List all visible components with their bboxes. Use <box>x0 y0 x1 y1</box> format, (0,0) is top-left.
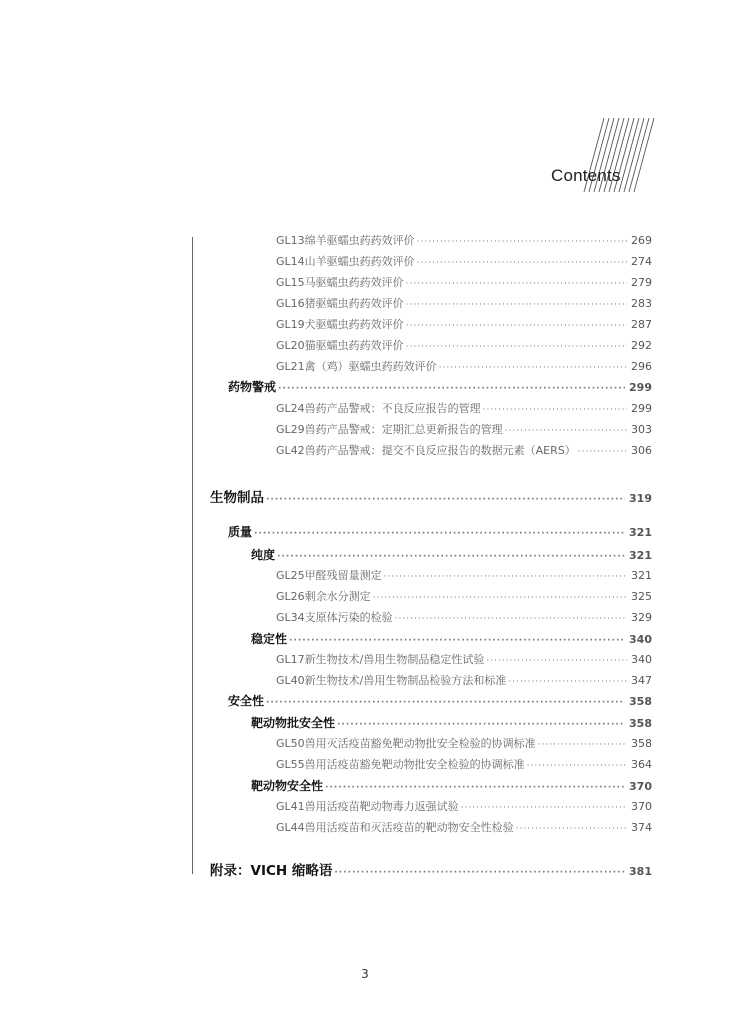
toc-entry-title: GL13绵羊驱蠕虫药药效评价 <box>276 234 415 247</box>
toc-entry[interactable] <box>276 337 652 353</box>
toc-entry-page: 279 <box>631 276 652 289</box>
toc-leader-dots <box>373 593 627 603</box>
toc-leader-dots <box>334 868 625 878</box>
toc-leader-dots <box>266 495 625 505</box>
toc-entry-page: 358 <box>629 695 652 708</box>
toc-entry[interactable] <box>276 274 652 290</box>
toc-leader-dots <box>516 824 627 834</box>
toc-entry-title: 靶动物批安全性 <box>251 716 336 730</box>
toc-entry-title: GL20猫驱蠕虫药药效评价 <box>276 339 404 352</box>
toc-entry[interactable] <box>276 253 652 269</box>
toc-entry-page: 274 <box>631 255 652 268</box>
toc-entry-page: 296 <box>631 360 652 373</box>
toc-entry-page: 374 <box>631 821 652 834</box>
toc-entry[interactable] <box>276 400 652 416</box>
toc-entry-page: 287 <box>631 318 652 331</box>
toc-entry-page: 364 <box>631 758 652 771</box>
toc-entry[interactable] <box>276 651 652 667</box>
toc-leader-dots <box>527 761 627 771</box>
toc-leader-dots <box>417 258 627 268</box>
toc-entry-page: 306 <box>631 444 652 457</box>
toc-leader-dots <box>278 384 625 394</box>
toc-entry-page: 321 <box>629 549 652 562</box>
toc-entry-title: GL26剩余水分测定 <box>276 590 371 603</box>
toc-entry[interactable] <box>251 546 652 563</box>
toc-entry-title: GL42兽药产品警戒：提交不良反应报告的数据元素（AERS） <box>276 444 576 457</box>
toc-leader-dots <box>325 783 625 793</box>
toc-entry-page: 340 <box>631 653 652 666</box>
toc-leader-dots <box>337 720 625 730</box>
toc-entry[interactable] <box>276 735 652 751</box>
toc-entry-title: GL24兽药产品警戒：不良反应报告的管理 <box>276 402 481 415</box>
toc-leader-dots <box>578 447 627 457</box>
toc-entry-title: 靶动物安全性 <box>251 779 324 793</box>
toc-entry[interactable] <box>276 756 652 772</box>
toc-entry[interactable] <box>276 672 652 688</box>
toc-entry-page: 299 <box>631 402 652 415</box>
toc-entry-title: GL21禽（鸡）驱蠕虫药药效评价 <box>276 360 437 373</box>
toc-entry-title: 生物制品 <box>210 490 264 506</box>
toc-entry-title: GL41兽用活疫苗靶动物毒力返强试验 <box>276 800 459 813</box>
toc-entry-title: GL25甲醛残留量测定 <box>276 569 382 582</box>
toc-entry-page: 329 <box>631 611 652 624</box>
toc-entry-page: 358 <box>629 717 652 730</box>
toc-entry[interactable] <box>228 378 652 395</box>
toc-leader-dots <box>406 279 627 289</box>
toc-leader-dots <box>406 321 627 331</box>
toc-entry-title: GL16猪驱蠕虫药药效评价 <box>276 297 404 310</box>
toc-leader-dots <box>395 614 627 624</box>
toc-entry-title: 药物警戒 <box>228 380 277 394</box>
toc-entry[interactable] <box>251 777 652 794</box>
toc-entry-page: 269 <box>631 234 652 247</box>
vertical-divider <box>192 237 193 874</box>
toc-entry[interactable] <box>276 588 652 604</box>
toc-entry[interactable] <box>276 358 652 374</box>
toc-leader-dots <box>483 405 627 415</box>
toc-entry-page: 319 <box>629 492 652 505</box>
toc-entry-title: GL50兽用灭活疫苗豁免靶动物批安全检验的协调标准 <box>276 737 536 750</box>
toc-leader-dots <box>384 572 627 582</box>
toc-entry[interactable] <box>276 316 652 332</box>
toc-entry-title: 稳定性 <box>251 632 288 646</box>
toc-leader-dots <box>406 300 627 310</box>
toc-leader-dots <box>277 552 625 562</box>
toc-leader-dots <box>538 740 627 750</box>
toc-entry-title: GL40新生物技术/兽用生物制品检验方法和标准 <box>276 674 507 687</box>
toc-entry-title: GL29兽药产品警戒：定期汇总更新报告的管理 <box>276 423 503 436</box>
toc-entry-title: 附录：VICH 缩略语 <box>210 863 333 879</box>
toc-leader-dots <box>289 636 625 646</box>
toc-entry[interactable] <box>276 567 652 583</box>
toc-entry[interactable] <box>276 442 652 458</box>
toc-entry[interactable] <box>228 692 652 709</box>
toc-entry[interactable] <box>276 295 652 311</box>
toc-leader-dots <box>505 426 627 436</box>
toc-entry-page: 381 <box>629 865 652 878</box>
toc-entry-title: 纯度 <box>251 548 276 562</box>
toc-leader-dots <box>461 803 627 813</box>
toc-leader-dots <box>254 529 625 539</box>
toc-entry-page: 303 <box>631 423 652 436</box>
toc-leader-dots <box>266 698 625 708</box>
page-number: 3 <box>361 967 369 981</box>
toc-entry[interactable] <box>251 714 652 731</box>
toc-entry[interactable] <box>276 819 652 835</box>
toc-entry-title: GL44兽用活疫苗和灭活疫苗的靶动物安全性检验 <box>276 821 514 834</box>
toc-entry-title: GL15马驱蠕虫药药效评价 <box>276 276 404 289</box>
toc-entry-title: 安全性 <box>228 694 265 708</box>
toc-leader-dots <box>486 656 627 666</box>
toc-entry-title: GL17新生物技术/兽用生物制品稳定性试验 <box>276 653 485 666</box>
toc-entry-page: 325 <box>631 590 652 603</box>
toc-entry-page: 299 <box>629 381 652 394</box>
toc-entry[interactable] <box>276 232 652 248</box>
page-title: Contents <box>551 166 621 185</box>
toc-entry-page: 321 <box>629 526 652 539</box>
toc-entry-page: 370 <box>631 800 652 813</box>
toc-entry[interactable] <box>276 798 652 814</box>
toc-entry-title: GL14山羊驱蠕虫药药效评价 <box>276 255 415 268</box>
toc-entry-page: 347 <box>631 674 652 687</box>
toc-entry-title: 质量 <box>228 525 253 539</box>
toc-entry-page: 283 <box>631 297 652 310</box>
toc-entry[interactable] <box>210 486 652 506</box>
toc-entry-page: 340 <box>629 633 652 646</box>
toc-entry-page: 292 <box>631 339 652 352</box>
toc-entry-page: 370 <box>629 780 652 793</box>
toc-entry-page: 358 <box>631 737 652 750</box>
toc-entry[interactable] <box>276 609 652 625</box>
toc-entry-title: GL55兽用活疫苗豁免靶动物批安全检验的协调标准 <box>276 758 525 771</box>
toc-entry-title: GL19犬驱蠕虫药药效评价 <box>276 318 404 331</box>
toc-leader-dots <box>417 237 627 247</box>
toc-entry-page: 321 <box>631 569 652 582</box>
toc-leader-dots <box>406 342 627 352</box>
toc-entry-title: GL34支原体污染的检验 <box>276 611 393 624</box>
toc-leader-dots <box>439 363 627 373</box>
toc-entry[interactable] <box>228 523 652 540</box>
toc-leader-dots <box>508 677 627 687</box>
toc-entry[interactable] <box>210 859 652 879</box>
toc-entry[interactable] <box>251 630 652 647</box>
toc-entry[interactable] <box>276 421 652 437</box>
